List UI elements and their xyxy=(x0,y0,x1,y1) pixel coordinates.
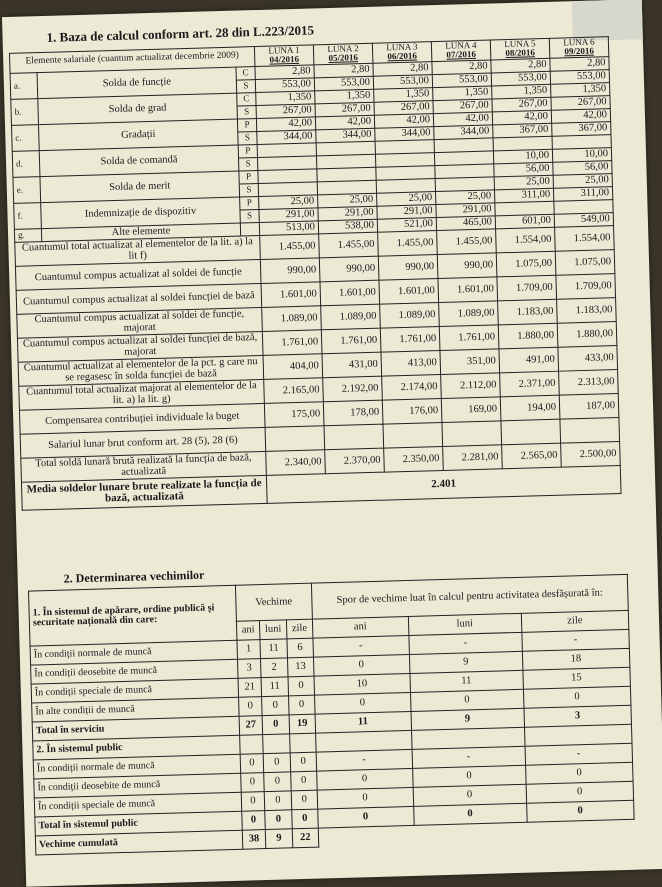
value-cell: 25,00 xyxy=(377,191,436,206)
value-cell: 990,00 xyxy=(260,258,320,284)
value-cell: 553,00 xyxy=(314,76,373,91)
media-value: 2.401 xyxy=(266,465,621,503)
value-cell: 25,00 xyxy=(436,190,495,205)
row-code: S xyxy=(238,131,257,145)
value-cell: 0 xyxy=(263,753,291,773)
value-cell: 433,00 xyxy=(558,345,618,371)
value-cell: 1.880,00 xyxy=(557,321,617,347)
value-cell: 2.370,00 xyxy=(325,448,385,474)
value-cell: 0 xyxy=(264,772,292,792)
value-cell: 9 xyxy=(409,651,523,673)
value-cell: 2.313,00 xyxy=(559,369,619,395)
value-cell: 1.601,00 xyxy=(320,280,380,306)
group1-label: 1. În sistemul de apărare, ordine publică și securitate națională din care: xyxy=(29,585,237,646)
row-code xyxy=(240,222,259,236)
value-cell: 1,350 xyxy=(492,84,551,99)
value-cell: 990,00 xyxy=(319,256,379,282)
value-cell: 10,00 xyxy=(552,148,611,163)
value-cell: 1.455,00 xyxy=(319,232,379,258)
value-cell: 2,80 xyxy=(491,58,550,73)
value-cell: 465,00 xyxy=(436,216,495,231)
value-cell: 1.554,00 xyxy=(496,227,556,253)
vechime-header: Vechime xyxy=(235,583,312,621)
row-label: În condiții speciale de muncă xyxy=(34,792,241,817)
value-cell: 2.112,00 xyxy=(441,373,501,399)
month-header: LUNA 4 07/2016 xyxy=(431,40,491,62)
value-cell: 291,00 xyxy=(436,203,495,218)
value-cell: 56,00 xyxy=(553,161,612,176)
value-cell: 11 xyxy=(261,677,289,697)
value-cell: 553,00 xyxy=(373,74,432,89)
value-cell: 267,00 xyxy=(433,99,492,114)
value-cell: 25,00 xyxy=(318,193,377,208)
value-cell: 0 xyxy=(410,689,524,711)
value-cell: 1.183,00 xyxy=(557,297,617,323)
value-cell: 0 xyxy=(290,752,316,772)
value-cell: 0 xyxy=(412,765,526,787)
value-cell: 2.192,00 xyxy=(323,376,383,402)
seniority-table xyxy=(28,574,635,856)
value-cell: 194,00 xyxy=(500,395,560,421)
value-cell: 22 xyxy=(292,828,318,848)
value-cell: 601,00 xyxy=(495,214,554,229)
value-cell: 42,00 xyxy=(492,110,551,125)
value-cell: 0 xyxy=(413,784,527,806)
spor-header: Spor de vechime luat în calcul pentru activitatea desfășurată în: xyxy=(311,574,628,619)
value-cell: - xyxy=(412,746,526,768)
paper-edge xyxy=(572,0,643,41)
summary-label: Cuantumul compus actualizat al soldei de funcție xyxy=(15,259,261,290)
value-cell xyxy=(265,426,325,452)
row-code: S xyxy=(240,209,259,223)
value-cell: 25,00 xyxy=(259,195,318,210)
summary-label: Salariul lunar brut conform art. 28 (5), 28 (6) xyxy=(20,427,266,458)
row-code: C xyxy=(236,66,255,80)
value-cell: 0 xyxy=(291,790,317,810)
value-cell: 413,00 xyxy=(381,350,441,376)
value-cell: 0 xyxy=(316,768,412,790)
value-cell: 19 xyxy=(289,714,315,734)
cumulata-label: Vechime cumulată xyxy=(35,830,242,855)
value-cell: 344,00 xyxy=(316,128,375,143)
value-cell: 0 xyxy=(264,791,292,811)
row-code: S xyxy=(237,105,256,119)
row-code: P xyxy=(238,144,257,158)
section1-title: 1. Baza de calcul conform art. 28 din L.223/2015 xyxy=(46,22,315,45)
value-cell: 176,00 xyxy=(382,398,442,424)
value-cell: 11 xyxy=(410,670,524,692)
row-label: În condiții normale de muncă xyxy=(30,640,237,665)
empty-cell xyxy=(263,734,291,754)
value-cell: - xyxy=(409,632,523,654)
value-cell: 0 xyxy=(292,809,318,829)
value-cell: - xyxy=(316,749,412,771)
summary-label: Cuantumul total actualizat al elementelor de la lit. a) la lit f) xyxy=(15,235,261,266)
month-header: LUNA 5 08/2016 xyxy=(490,38,550,60)
value-cell: 1.761,00 xyxy=(380,326,440,352)
value-cell: 0 xyxy=(262,696,290,716)
value-cell: 2.350,00 xyxy=(384,446,444,472)
value-cell: 0 xyxy=(289,695,315,715)
value-cell: 42,00 xyxy=(374,113,433,128)
value-cell: 27 xyxy=(239,716,262,736)
value-cell: 267,00 xyxy=(374,100,433,115)
summary-label: Cuantumul compus actualizat al soldei funcției de bază xyxy=(16,283,262,314)
value-cell: 404,00 xyxy=(263,354,323,380)
value-cell: 0 xyxy=(525,762,633,784)
value-cell: - xyxy=(522,629,630,651)
value-cell: 2.281,00 xyxy=(443,445,503,471)
value-cell: 1.761,00 xyxy=(321,328,381,354)
row-label: Indemnizație de dispozitiv xyxy=(41,197,241,229)
value-cell: 1.601,00 xyxy=(438,277,498,303)
row-label: În alte condiții de muncă xyxy=(32,697,239,722)
row-letter: f. xyxy=(14,202,42,229)
empty-cell xyxy=(290,733,316,753)
value-cell: 291,00 xyxy=(377,204,436,219)
value-cell: 491,00 xyxy=(499,347,559,373)
value-cell: 513,00 xyxy=(259,221,318,236)
value-cell: 2.371,00 xyxy=(500,371,560,397)
value-cell: 6 xyxy=(287,638,313,658)
row-letter: e. xyxy=(13,176,41,203)
value-cell: 549,00 xyxy=(554,212,613,227)
value-cell: 10 xyxy=(314,673,410,695)
document-page xyxy=(2,0,662,887)
summary-label: Cuantumul compus actualizat al soldei funcției de bază, majorat xyxy=(17,331,263,362)
value-cell: 0 xyxy=(241,773,264,793)
value-cell: 0 xyxy=(241,792,264,812)
row-letter: g. xyxy=(14,228,41,242)
value-cell: 0 xyxy=(413,803,527,825)
value-cell: 1.709,00 xyxy=(556,273,616,299)
total-label: Total în serviciu xyxy=(32,716,239,741)
value-cell: 1.709,00 xyxy=(497,275,557,301)
row-label: Alte elemente xyxy=(41,223,240,242)
row-label: Gradații xyxy=(38,119,238,151)
value-cell: 0 xyxy=(526,781,634,803)
value-cell: 2.174,00 xyxy=(382,374,442,400)
value-cell: 1.089,00 xyxy=(321,304,381,330)
value-cell: 0 xyxy=(314,692,410,714)
month-header: LUNA 1 04/2016 xyxy=(254,45,314,67)
value-cell: 42,00 xyxy=(551,109,610,124)
value-cell: 344,00 xyxy=(434,125,493,140)
row-label: În condiții deosebite de muncă xyxy=(34,773,241,798)
column-header: luni xyxy=(408,613,522,635)
value-cell: 521,00 xyxy=(377,217,436,232)
value-cell: 1,350 xyxy=(433,86,492,101)
value-cell: 1.075,00 xyxy=(496,251,556,277)
value-cell: 267,00 xyxy=(256,104,315,119)
value-cell: 187,00 xyxy=(559,393,619,419)
value-cell: 1,350 xyxy=(551,83,610,98)
value-cell: 11 xyxy=(315,711,411,733)
row-label: Solda de comandă xyxy=(39,145,239,177)
value-cell: 169,00 xyxy=(441,397,501,423)
value-cell: 553,00 xyxy=(491,71,550,86)
column-header: ani xyxy=(236,621,259,641)
column-header: zile xyxy=(521,610,629,632)
group2-label: 2. În sistemul public xyxy=(33,735,240,760)
value-cell: 267,00 xyxy=(315,102,374,117)
value-cell: 990,00 xyxy=(437,253,497,279)
value-cell: 38 xyxy=(242,830,265,850)
value-cell: 0 xyxy=(265,810,293,830)
value-cell: 553,00 xyxy=(255,78,314,93)
row-code: S xyxy=(236,79,255,93)
month-header: LUNA 2 05/2016 xyxy=(313,43,373,65)
row-code: P xyxy=(239,170,258,184)
value-cell: 2,80 xyxy=(373,61,432,76)
value-cell: 25,00 xyxy=(553,174,612,189)
total-label: Total în sistemul public xyxy=(35,811,242,836)
column-header: ani xyxy=(312,617,408,639)
header-label: Elemente salariale (cuantum actualizat decembrie 2009) xyxy=(9,47,254,74)
summary-label: Total soldă lunară brută realizată la funcția de bază, actualizată xyxy=(21,451,267,482)
value-cell: 0 xyxy=(317,787,413,809)
value-cell: 0 xyxy=(262,715,290,735)
value-cell: 0 xyxy=(239,697,262,717)
value-cell: 9 xyxy=(265,829,293,849)
value-cell xyxy=(383,422,443,448)
summary-label: Cuantumul compus actualizat al soldei de funcție, majorat xyxy=(17,307,263,338)
value-cell: 0 xyxy=(242,811,265,831)
value-cell: 311,00 xyxy=(553,187,612,202)
value-cell: 2 xyxy=(260,658,288,678)
month-header: LUNA 6 09/2016 xyxy=(549,37,609,59)
value-cell: 1.089,00 xyxy=(380,302,440,328)
value-cell: 1.761,00 xyxy=(439,325,499,351)
summary-label: Compensarea contribuției individuale la buget xyxy=(19,403,265,434)
row-code: P xyxy=(240,196,259,210)
value-cell: 42,00 xyxy=(433,112,492,127)
media-label: Media soldelor lunare brute realizate la funcția de bază, actualizată xyxy=(21,475,267,510)
value-cell: 0 xyxy=(288,676,314,696)
value-cell: 1.880,00 xyxy=(498,323,558,349)
summary-label: Cuantumul actualizat al elementelor de la pct. g care nu se regasesc în solda funcției de bază xyxy=(18,355,264,386)
value-cell: 1.601,00 xyxy=(379,278,439,304)
value-cell: 25,00 xyxy=(494,175,553,190)
value-cell: 1.554,00 xyxy=(555,225,615,251)
value-cell: 291,00 xyxy=(259,208,318,223)
value-cell: 2,80 xyxy=(550,57,609,72)
value-cell: 42,00 xyxy=(315,115,374,130)
value-cell: 1 xyxy=(237,640,260,660)
value-cell: 1.455,00 xyxy=(378,230,438,256)
section2-title: 2. Determinarea vechimilor xyxy=(63,567,205,586)
value-cell: 13 xyxy=(287,657,313,677)
value-cell: 3 xyxy=(524,705,632,727)
value-cell: 0 xyxy=(291,771,317,791)
value-cell: 1.183,00 xyxy=(498,299,558,325)
value-cell: 0 xyxy=(526,800,634,822)
row-label: Solda de grad xyxy=(38,93,238,125)
value-cell: 3 xyxy=(238,659,261,679)
value-cell: 1.089,00 xyxy=(262,306,322,332)
value-cell: 0 xyxy=(523,686,631,708)
value-cell: 175,00 xyxy=(264,402,324,428)
salary-table xyxy=(9,36,622,510)
row-code: S xyxy=(239,183,258,197)
value-cell xyxy=(442,421,502,447)
value-cell xyxy=(560,417,620,443)
row-code: P xyxy=(237,118,256,132)
value-cell xyxy=(501,419,561,445)
column-header: zile xyxy=(286,619,312,639)
value-cell: 431,00 xyxy=(322,352,382,378)
value-cell: 2,80 xyxy=(314,63,373,78)
value-cell: 2,80 xyxy=(255,65,314,80)
value-cell: 0 xyxy=(240,754,263,774)
value-cell: 538,00 xyxy=(318,219,377,234)
column-header: luni xyxy=(259,620,287,640)
value-cell: 42,00 xyxy=(256,117,315,132)
value-cell: 1.075,00 xyxy=(555,249,615,275)
value-cell: 2.500,00 xyxy=(561,441,621,467)
value-cell: 1.455,00 xyxy=(437,229,497,255)
value-cell: 9 xyxy=(411,708,525,730)
value-cell: 1.089,00 xyxy=(439,301,499,327)
value-cell: - xyxy=(313,635,409,657)
value-cell: 367,00 xyxy=(493,123,552,138)
value-cell: 18 xyxy=(522,648,630,670)
summary-label: Cuantumul total actualizat majorat al elementelor de la lit. a) la lit. g) xyxy=(19,379,265,410)
value-cell: 10,00 xyxy=(493,149,552,164)
value-cell: 311,00 xyxy=(494,188,553,203)
value-cell: 2,80 xyxy=(432,60,491,75)
row-label: În condiții speciale de muncă xyxy=(31,678,238,703)
row-label: Solda de funcție xyxy=(37,67,237,99)
value-cell: 1,350 xyxy=(374,87,433,102)
value-cell: 1,350 xyxy=(315,89,374,104)
row-code: C xyxy=(237,92,256,106)
value-cell: 2.165,00 xyxy=(264,378,324,404)
value-cell: 344,00 xyxy=(375,126,434,141)
value-cell: 1.601,00 xyxy=(261,282,321,308)
value-cell: 2.565,00 xyxy=(502,443,562,469)
value-cell: 1,350 xyxy=(256,91,315,106)
empty-cell xyxy=(240,735,263,755)
month-header: LUNA 3 06/2016 xyxy=(372,42,432,64)
row-letter: b. xyxy=(11,99,39,126)
value-cell: 56,00 xyxy=(494,162,553,177)
row-label: În condiții deosebite de muncă xyxy=(31,659,238,684)
value-cell: 344,00 xyxy=(257,130,316,145)
value-cell: 267,00 xyxy=(551,96,610,111)
value-cell: 21 xyxy=(238,678,261,698)
value-cell: 267,00 xyxy=(492,97,551,112)
value-cell: 1.761,00 xyxy=(262,330,322,356)
value-cell: 2.340,00 xyxy=(266,450,326,476)
value-cell: 553,00 xyxy=(550,70,609,85)
value-cell: 178,00 xyxy=(323,400,383,426)
row-letter: a. xyxy=(10,73,38,100)
row-label: În condiții normale de muncă xyxy=(33,754,240,779)
row-label: Solda de merit xyxy=(40,171,240,203)
value-cell: 351,00 xyxy=(440,349,500,375)
value-cell: 0 xyxy=(317,806,413,828)
value-cell: 0 xyxy=(313,654,409,676)
value-cell: 291,00 xyxy=(318,206,377,221)
row-code: S xyxy=(239,157,258,171)
row-letter: d. xyxy=(12,150,40,177)
value-cell: 1.455,00 xyxy=(260,234,320,260)
row-letter: c. xyxy=(12,125,40,152)
value-cell: 990,00 xyxy=(378,254,438,280)
value-cell: 553,00 xyxy=(432,73,491,88)
value-cell: 367,00 xyxy=(552,122,611,137)
value-cell: - xyxy=(525,743,633,765)
value-cell xyxy=(324,424,384,450)
value-cell: 11 xyxy=(260,639,288,659)
value-cell: 15 xyxy=(523,667,631,689)
